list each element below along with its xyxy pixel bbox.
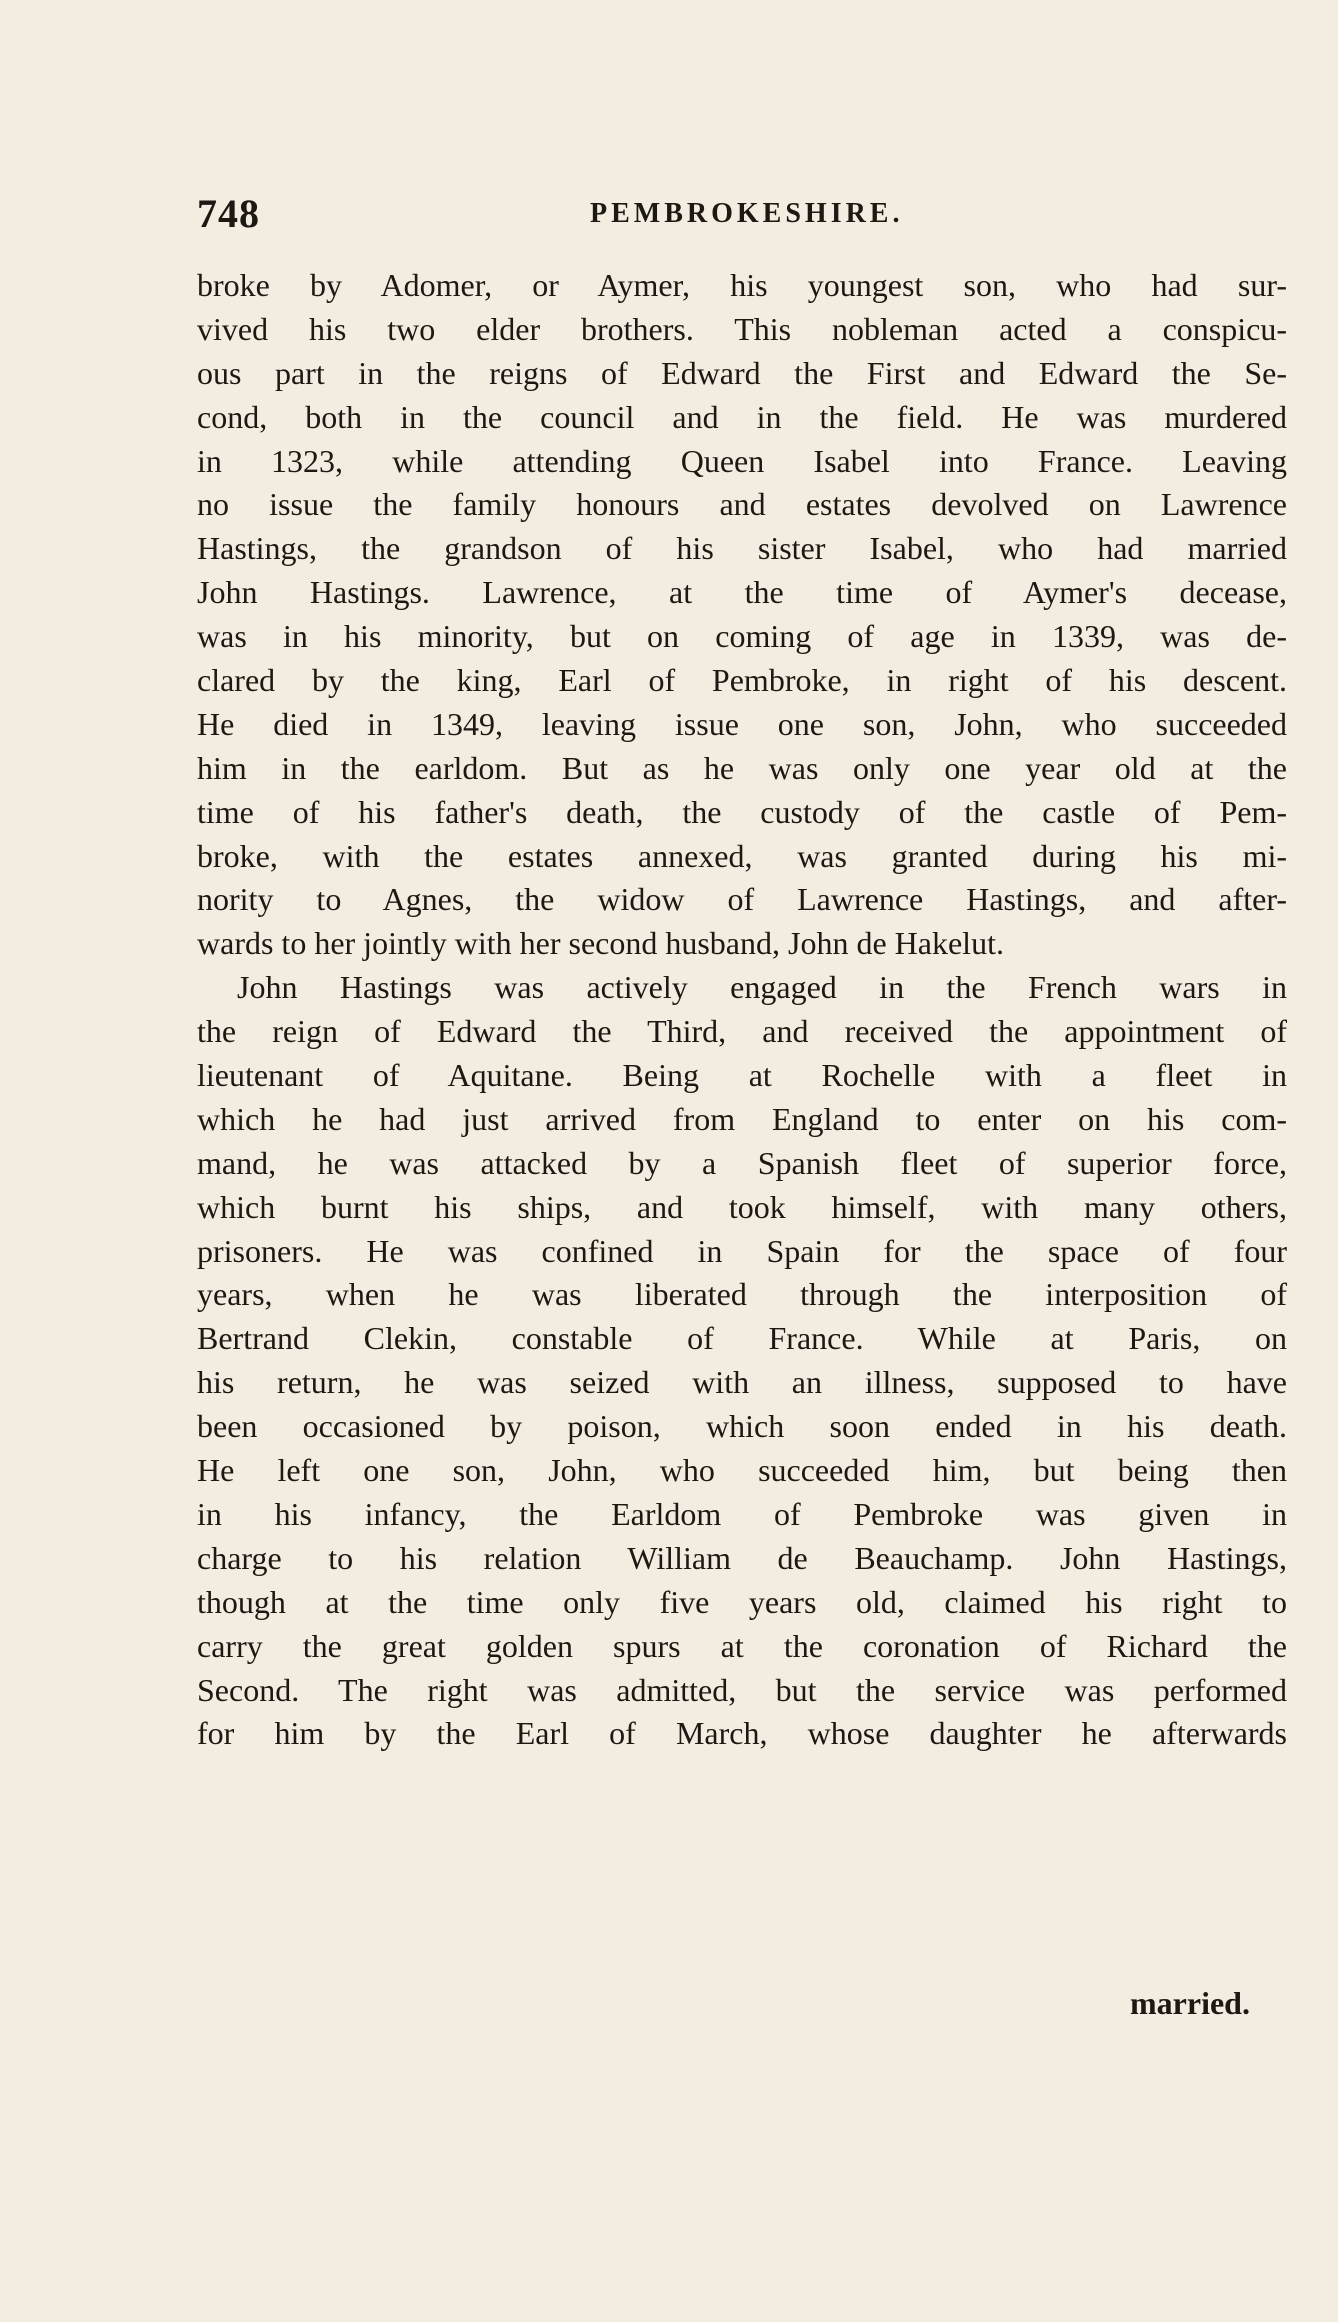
catchword: married. — [1130, 1985, 1250, 2021]
text-line: He died in 1349, leaving issue one son, John, who succeeded — [197, 705, 1287, 742]
text-line: no issue the family honours and estates devolved on Lawrence — [197, 486, 1287, 523]
text-line: John Hastings was actively engaged in the French wars in — [237, 969, 1287, 1006]
text-line: prisoners. He was confined in Spain for the space of four — [197, 1232, 1287, 1269]
text-line: the reign of Edward the Third, and received the appointment of — [197, 1013, 1287, 1050]
text-line: him in the earldom. But as he was only one year old at the — [197, 749, 1287, 786]
text-line: broke, with the estates annexed, was granted during his mi- — [197, 837, 1287, 874]
text-line: lieutenant of Aquitane. Being at Rochelle with a fleet in — [197, 1057, 1287, 1094]
text-line: vived his two elder brothers. This nobleman acted a conspicu- — [197, 310, 1287, 347]
paragraph-1 — [197, 264, 1287, 966]
text-line: Second. The right was admitted, but the service was performed — [197, 1671, 1287, 1708]
text-line: ous part in the reigns of Edward the First and Edward the Se- — [197, 354, 1287, 391]
text-line: which he had just arrived from England to enter on his com- — [197, 1100, 1287, 1137]
text-line: John Hastings. Lawrence, at the time of Aymer's decease, — [197, 574, 1287, 611]
text-line: time of his father's death, the custody of the castle of Pem- — [197, 793, 1287, 830]
text-line: was in his minority, but on coming of age in 1339, was de- — [197, 618, 1287, 655]
page-number: 748 — [197, 191, 260, 236]
page-header — [197, 190, 1287, 250]
text-line: in 1323, while attending Queen Isabel into France. Leaving — [197, 442, 1287, 479]
text-line: his return, he was seized with an illness, supposed to have — [197, 1364, 1287, 1401]
text-line: Bertrand Clekin, constable of France. While at Paris, on — [197, 1320, 1287, 1357]
text-line: though at the time only five years old, claimed his right to — [197, 1583, 1287, 1620]
text-line: charge to his relation William de Beauchamp. John Hastings, — [197, 1539, 1287, 1576]
text-line: which burnt his ships, and took himself, with many others, — [197, 1188, 1287, 1225]
text-line: clared by the king, Earl of Pembroke, in right of his descent. — [197, 662, 1287, 699]
text-line: years, when he was liberated through the interposition of — [197, 1276, 1287, 1313]
text-line: Hastings, the grandson of his sister Isabel, who had married — [197, 530, 1287, 567]
text-line: He left one son, John, who succeeded him, but being then — [197, 1452, 1287, 1489]
text-line: wards to her jointly with her second husband, John de Hakelut. — [197, 925, 1004, 962]
text-line: carry the great golden spurs at the coronation of Richard the — [197, 1627, 1287, 1664]
text-line: nority to Agnes, the widow of Lawrence Hastings, and after- — [197, 881, 1287, 918]
paragraph-2 — [197, 966, 1287, 1756]
text-line: mand, he was attacked by a Spanish fleet of superior force, — [197, 1144, 1287, 1181]
text-line: for him by the Earl of March, whose daughter he afterwards — [197, 1715, 1287, 1752]
text-line: in his infancy, the Earldom of Pembroke was given in — [197, 1495, 1287, 1532]
body-text — [197, 264, 1287, 1756]
text-line: broke by Adomer, or Aymer, his youngest son, who had sur- — [197, 267, 1287, 303]
text-line: cond, both in the council and in the field. He was murdered — [197, 398, 1287, 435]
text-line: been occasioned by poison, which soon ended in his death. — [197, 1408, 1287, 1445]
running-head: PEMBROKESHIRE. — [590, 198, 904, 229]
